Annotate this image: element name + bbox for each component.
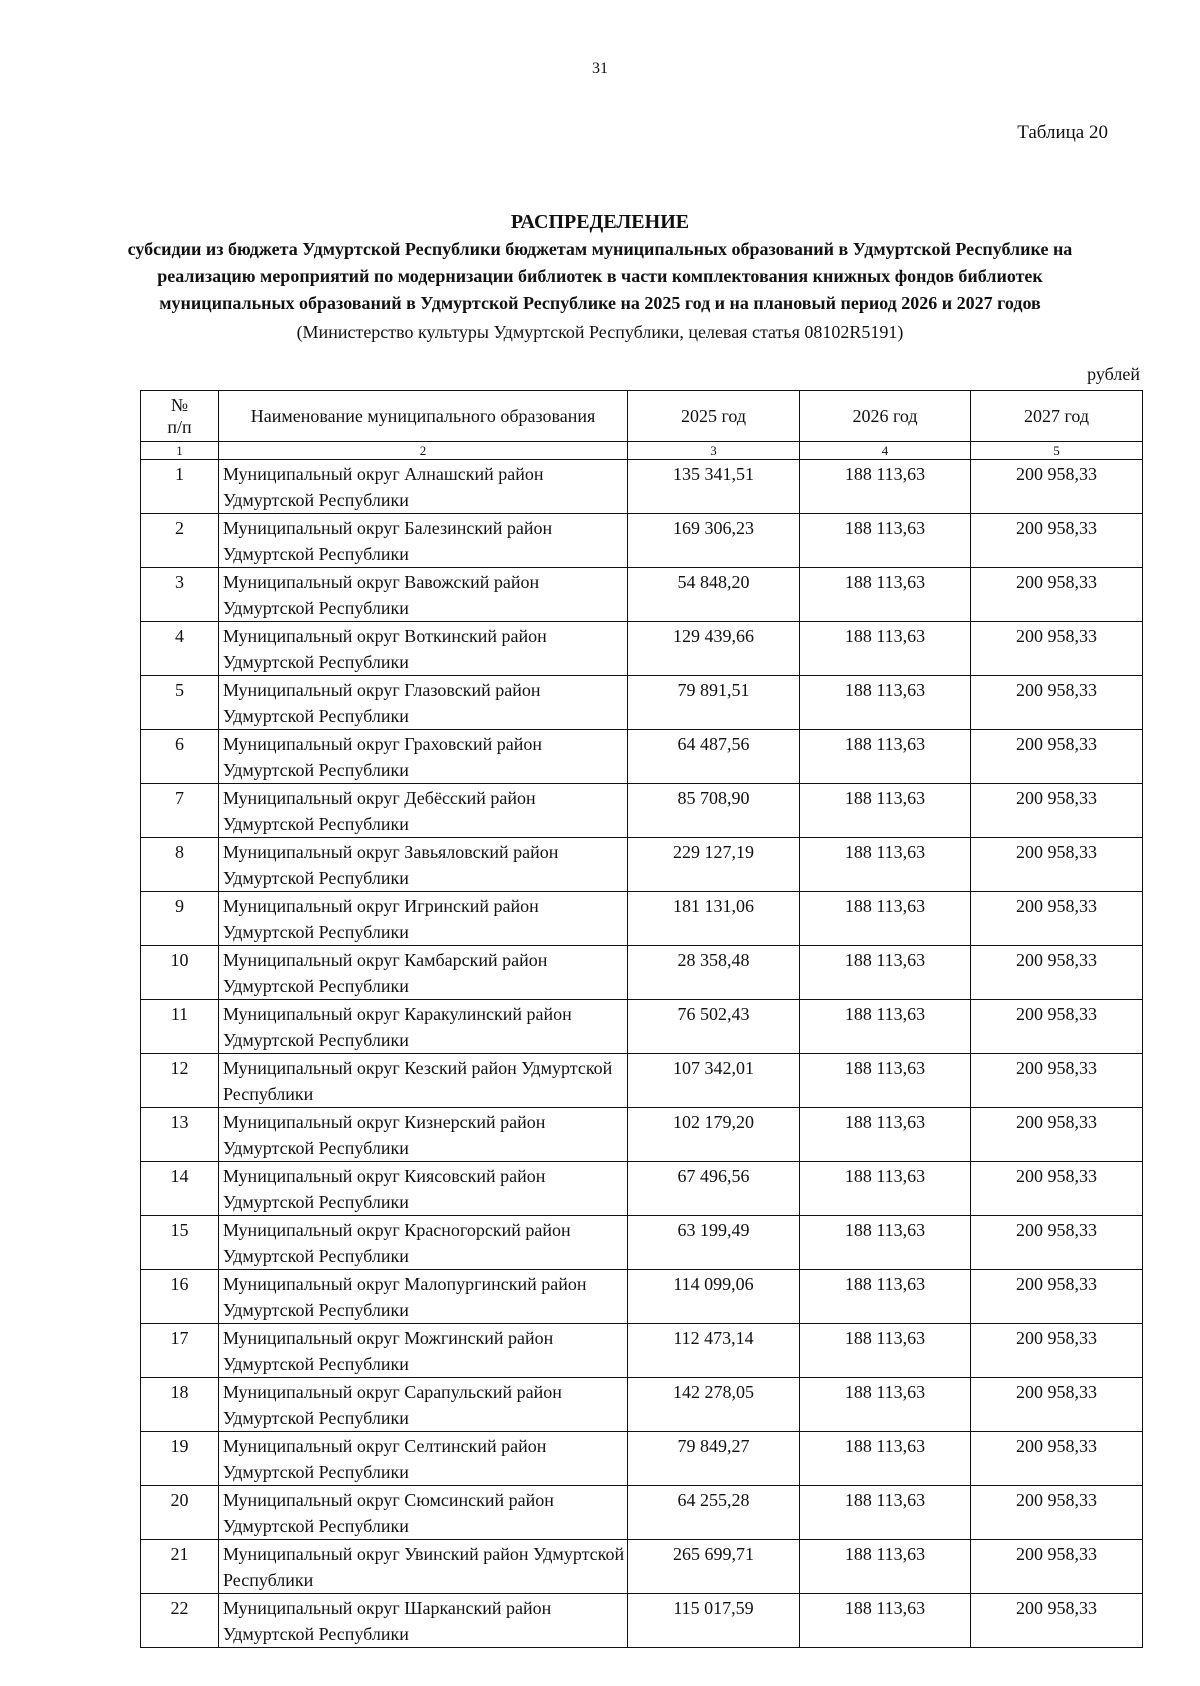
amount-2026: 188 113,63 (800, 676, 971, 730)
amount-2027: 200 958,33 (971, 568, 1143, 622)
amount-2025: 229 127,19 (628, 838, 800, 892)
amount-2027: 200 958,33 (971, 1432, 1143, 1486)
amount-2025: 135 341,51 (628, 460, 800, 514)
header-number-symbol: № (170, 395, 189, 415)
document-title: РАСПРЕДЕЛЕНИЕ (510, 211, 690, 233)
row-number: 19 (141, 1432, 219, 1486)
table-row (141, 568, 1143, 622)
header-number (141, 391, 219, 442)
amount-2027: 200 958,33 (971, 676, 1143, 730)
municipality-name: Муниципальный округ Сарапульский район Удмуртской Республики (219, 1378, 628, 1432)
amount-2027: 200 958,33 (971, 784, 1143, 838)
amount-2025: 64 255,28 (628, 1486, 800, 1540)
table-row (141, 1216, 1143, 1270)
municipality-name: Муниципальный округ Киясовский район Удмуртской Республики (219, 1162, 628, 1216)
amount-2027: 200 958,33 (971, 1324, 1143, 1378)
municipality-name: Муниципальный округ Малопургинский район Удмуртской Республики (219, 1270, 628, 1324)
amount-2026: 188 113,63 (800, 1270, 971, 1324)
amount-2026: 188 113,63 (800, 1000, 971, 1054)
table-body (141, 460, 1143, 1648)
column-index: 1 (141, 442, 219, 460)
municipality-name: Муниципальный округ Граховский район Удмуртской Республики (219, 730, 628, 784)
row-number: 9 (141, 892, 219, 946)
amount-2027: 200 958,33 (971, 730, 1143, 784)
amount-2025: 114 099,06 (628, 1270, 800, 1324)
row-number: 17 (141, 1324, 219, 1378)
amount-2026: 188 113,63 (800, 460, 971, 514)
amount-2025: 63 199,49 (628, 1216, 800, 1270)
amount-2026: 188 113,63 (800, 946, 971, 1000)
amount-2026: 188 113,63 (800, 784, 971, 838)
amount-2025: 102 179,20 (628, 1108, 800, 1162)
document-note: (Министерство культуры Удмуртской Республики, целевая статья 08102R5191) (296, 322, 904, 342)
amount-2025: 169 306,23 (628, 514, 800, 568)
row-number: 18 (141, 1378, 219, 1432)
municipality-name: Муниципальный округ Кезский район Удмуртской Республики (219, 1054, 628, 1108)
municipality-name: Муниципальный округ Балезинский район Удмуртской Республики (219, 514, 628, 568)
amount-2025: 107 342,01 (628, 1054, 800, 1108)
municipality-name: Муниципальный округ Шарканский район Удмуртской Республики (219, 1594, 628, 1648)
municipality-name: Муниципальный округ Глазовский район Удмуртской Республики (219, 676, 628, 730)
amount-2025: 79 849,27 (628, 1432, 800, 1486)
municipality-name: Муниципальный округ Каракулинский район Удмуртской Республики (219, 1000, 628, 1054)
table-row (141, 676, 1143, 730)
table-row (141, 1378, 1143, 1432)
municipality-name: Муниципальный округ Игринский район Удмуртской Республики (219, 892, 628, 946)
amount-2027: 200 958,33 (971, 1540, 1143, 1594)
amount-2027: 200 958,33 (971, 1486, 1143, 1540)
amount-2027: 200 958,33 (971, 1000, 1143, 1054)
municipality-name: Муниципальный округ Увинский район Удмуртской Республики (219, 1540, 628, 1594)
table-row (141, 892, 1143, 946)
amount-2025: 181 131,06 (628, 892, 800, 946)
row-number: 15 (141, 1216, 219, 1270)
amount-2027: 200 958,33 (971, 1270, 1143, 1324)
amount-2025: 67 496,56 (628, 1162, 800, 1216)
row-number: 7 (141, 784, 219, 838)
document-heading (0, 208, 1200, 346)
amount-2027: 200 958,33 (971, 1594, 1143, 1648)
table-row (141, 1594, 1143, 1648)
municipality-name: Муниципальный округ Можгинский район Удмуртской Республики (219, 1324, 628, 1378)
table-row (141, 730, 1143, 784)
amount-2026: 188 113,63 (800, 838, 971, 892)
amount-2026: 188 113,63 (800, 1216, 971, 1270)
document-subtitle: субсидии из бюджета Удмуртской Республики бюджетам муниципальных образований в Удмуртской Республике на реализацию мероприятий по модернизации библиотек в части комплектования книжных фондов библиотек муниципальных образований в Удмуртской Республике на 2025 год и на плановый период 2026 и 2027 годов (127, 239, 1073, 313)
amount-2027: 200 958,33 (971, 1162, 1143, 1216)
column-index-row (141, 442, 1143, 460)
amount-2025: 79 891,51 (628, 676, 800, 730)
table-label: Таблица 20 (1017, 122, 1108, 143)
amount-2027: 200 958,33 (971, 1054, 1143, 1108)
amount-2025: 265 699,71 (628, 1540, 800, 1594)
row-number: 20 (141, 1486, 219, 1540)
amount-2027: 200 958,33 (971, 1216, 1143, 1270)
row-number: 3 (141, 568, 219, 622)
municipality-name: Муниципальный округ Завьяловский район Удмуртской Республики (219, 838, 628, 892)
table-row (141, 1000, 1143, 1054)
row-number: 14 (141, 1162, 219, 1216)
amount-2027: 200 958,33 (971, 460, 1143, 514)
table-row (141, 838, 1143, 892)
row-number: 11 (141, 1000, 219, 1054)
header-number-abbr: п/п (167, 417, 192, 437)
amount-2026: 188 113,63 (800, 1378, 971, 1432)
row-number: 2 (141, 514, 219, 568)
row-number: 22 (141, 1594, 219, 1648)
header-name: Наименование муниципального образования (219, 391, 628, 442)
amount-2025: 76 502,43 (628, 1000, 800, 1054)
amount-2026: 188 113,63 (800, 1054, 971, 1108)
table-row (141, 1054, 1143, 1108)
column-index: 4 (800, 442, 971, 460)
row-number: 4 (141, 622, 219, 676)
municipality-name: Муниципальный округ Красногорский район Удмуртской Республики (219, 1216, 628, 1270)
amount-2026: 188 113,63 (800, 1486, 971, 1540)
municipality-name: Муниципальный округ Алнашский район Удмуртской Республики (219, 460, 628, 514)
table-row (141, 514, 1143, 568)
amount-2026: 188 113,63 (800, 1108, 971, 1162)
table-row (141, 1324, 1143, 1378)
row-number: 12 (141, 1054, 219, 1108)
table-row (141, 622, 1143, 676)
row-number: 8 (141, 838, 219, 892)
amount-2025: 28 358,48 (628, 946, 800, 1000)
table-header-row (141, 391, 1143, 442)
table-row (141, 1432, 1143, 1486)
amount-2026: 188 113,63 (800, 1162, 971, 1216)
municipality-name: Муниципальный округ Воткинский район Удмуртской Республики (219, 622, 628, 676)
amount-2026: 188 113,63 (800, 1594, 971, 1648)
table-row (141, 1486, 1143, 1540)
municipality-name: Муниципальный округ Селтинский район Удмуртской Республики (219, 1432, 628, 1486)
amount-2026: 188 113,63 (800, 1432, 971, 1486)
row-number: 16 (141, 1270, 219, 1324)
column-index: 3 (628, 442, 800, 460)
table-row (141, 1540, 1143, 1594)
amount-2027: 200 958,33 (971, 838, 1143, 892)
municipality-name: Муниципальный округ Сюмсинский район Удмуртской Республики (219, 1486, 628, 1540)
amount-2027: 200 958,33 (971, 1378, 1143, 1432)
amount-2026: 188 113,63 (800, 1540, 971, 1594)
currency-unit: рублей (1087, 364, 1140, 384)
amount-2026: 188 113,63 (800, 730, 971, 784)
amount-2026: 188 113,63 (800, 892, 971, 946)
amount-2025: 54 848,20 (628, 568, 800, 622)
header-2025: 2025 год (628, 391, 800, 442)
table-row (141, 1162, 1143, 1216)
amount-2026: 188 113,63 (800, 622, 971, 676)
amount-2027: 200 958,33 (971, 514, 1143, 568)
header-2026: 2026 год (800, 391, 971, 442)
row-number: 6 (141, 730, 219, 784)
table-row (141, 1270, 1143, 1324)
amount-2025: 142 278,05 (628, 1378, 800, 1432)
table-row (141, 1108, 1143, 1162)
amount-2026: 188 113,63 (800, 1324, 971, 1378)
amount-2025: 112 473,14 (628, 1324, 800, 1378)
header-2027: 2027 год (971, 391, 1143, 442)
municipality-name: Муниципальный округ Кизнерский район Удмуртской Республики (219, 1108, 628, 1162)
municipality-name: Муниципальный округ Дебёсский район Удмуртской Республики (219, 784, 628, 838)
amount-2027: 200 958,33 (971, 1108, 1143, 1162)
municipality-name: Муниципальный округ Вавожский район Удмуртской Республики (219, 568, 628, 622)
table-row (141, 946, 1143, 1000)
amount-2026: 188 113,63 (800, 514, 971, 568)
page-number: 31 (592, 60, 608, 77)
row-number: 21 (141, 1540, 219, 1594)
table-row (141, 460, 1143, 514)
distribution-table (140, 390, 1143, 1648)
amount-2027: 200 958,33 (971, 622, 1143, 676)
column-index: 5 (971, 442, 1143, 460)
municipality-name: Муниципальный округ Камбарский район Удмуртской Республики (219, 946, 628, 1000)
amount-2025: 64 487,56 (628, 730, 800, 784)
amount-2026: 188 113,63 (800, 568, 971, 622)
row-number: 13 (141, 1108, 219, 1162)
row-number: 10 (141, 946, 219, 1000)
row-number: 5 (141, 676, 219, 730)
amount-2025: 129 439,66 (628, 622, 800, 676)
column-index: 2 (219, 442, 628, 460)
table-row (141, 784, 1143, 838)
row-number: 1 (141, 460, 219, 514)
amount-2025: 115 017,59 (628, 1594, 800, 1648)
amount-2027: 200 958,33 (971, 946, 1143, 1000)
amount-2027: 200 958,33 (971, 892, 1143, 946)
amount-2025: 85 708,90 (628, 784, 800, 838)
